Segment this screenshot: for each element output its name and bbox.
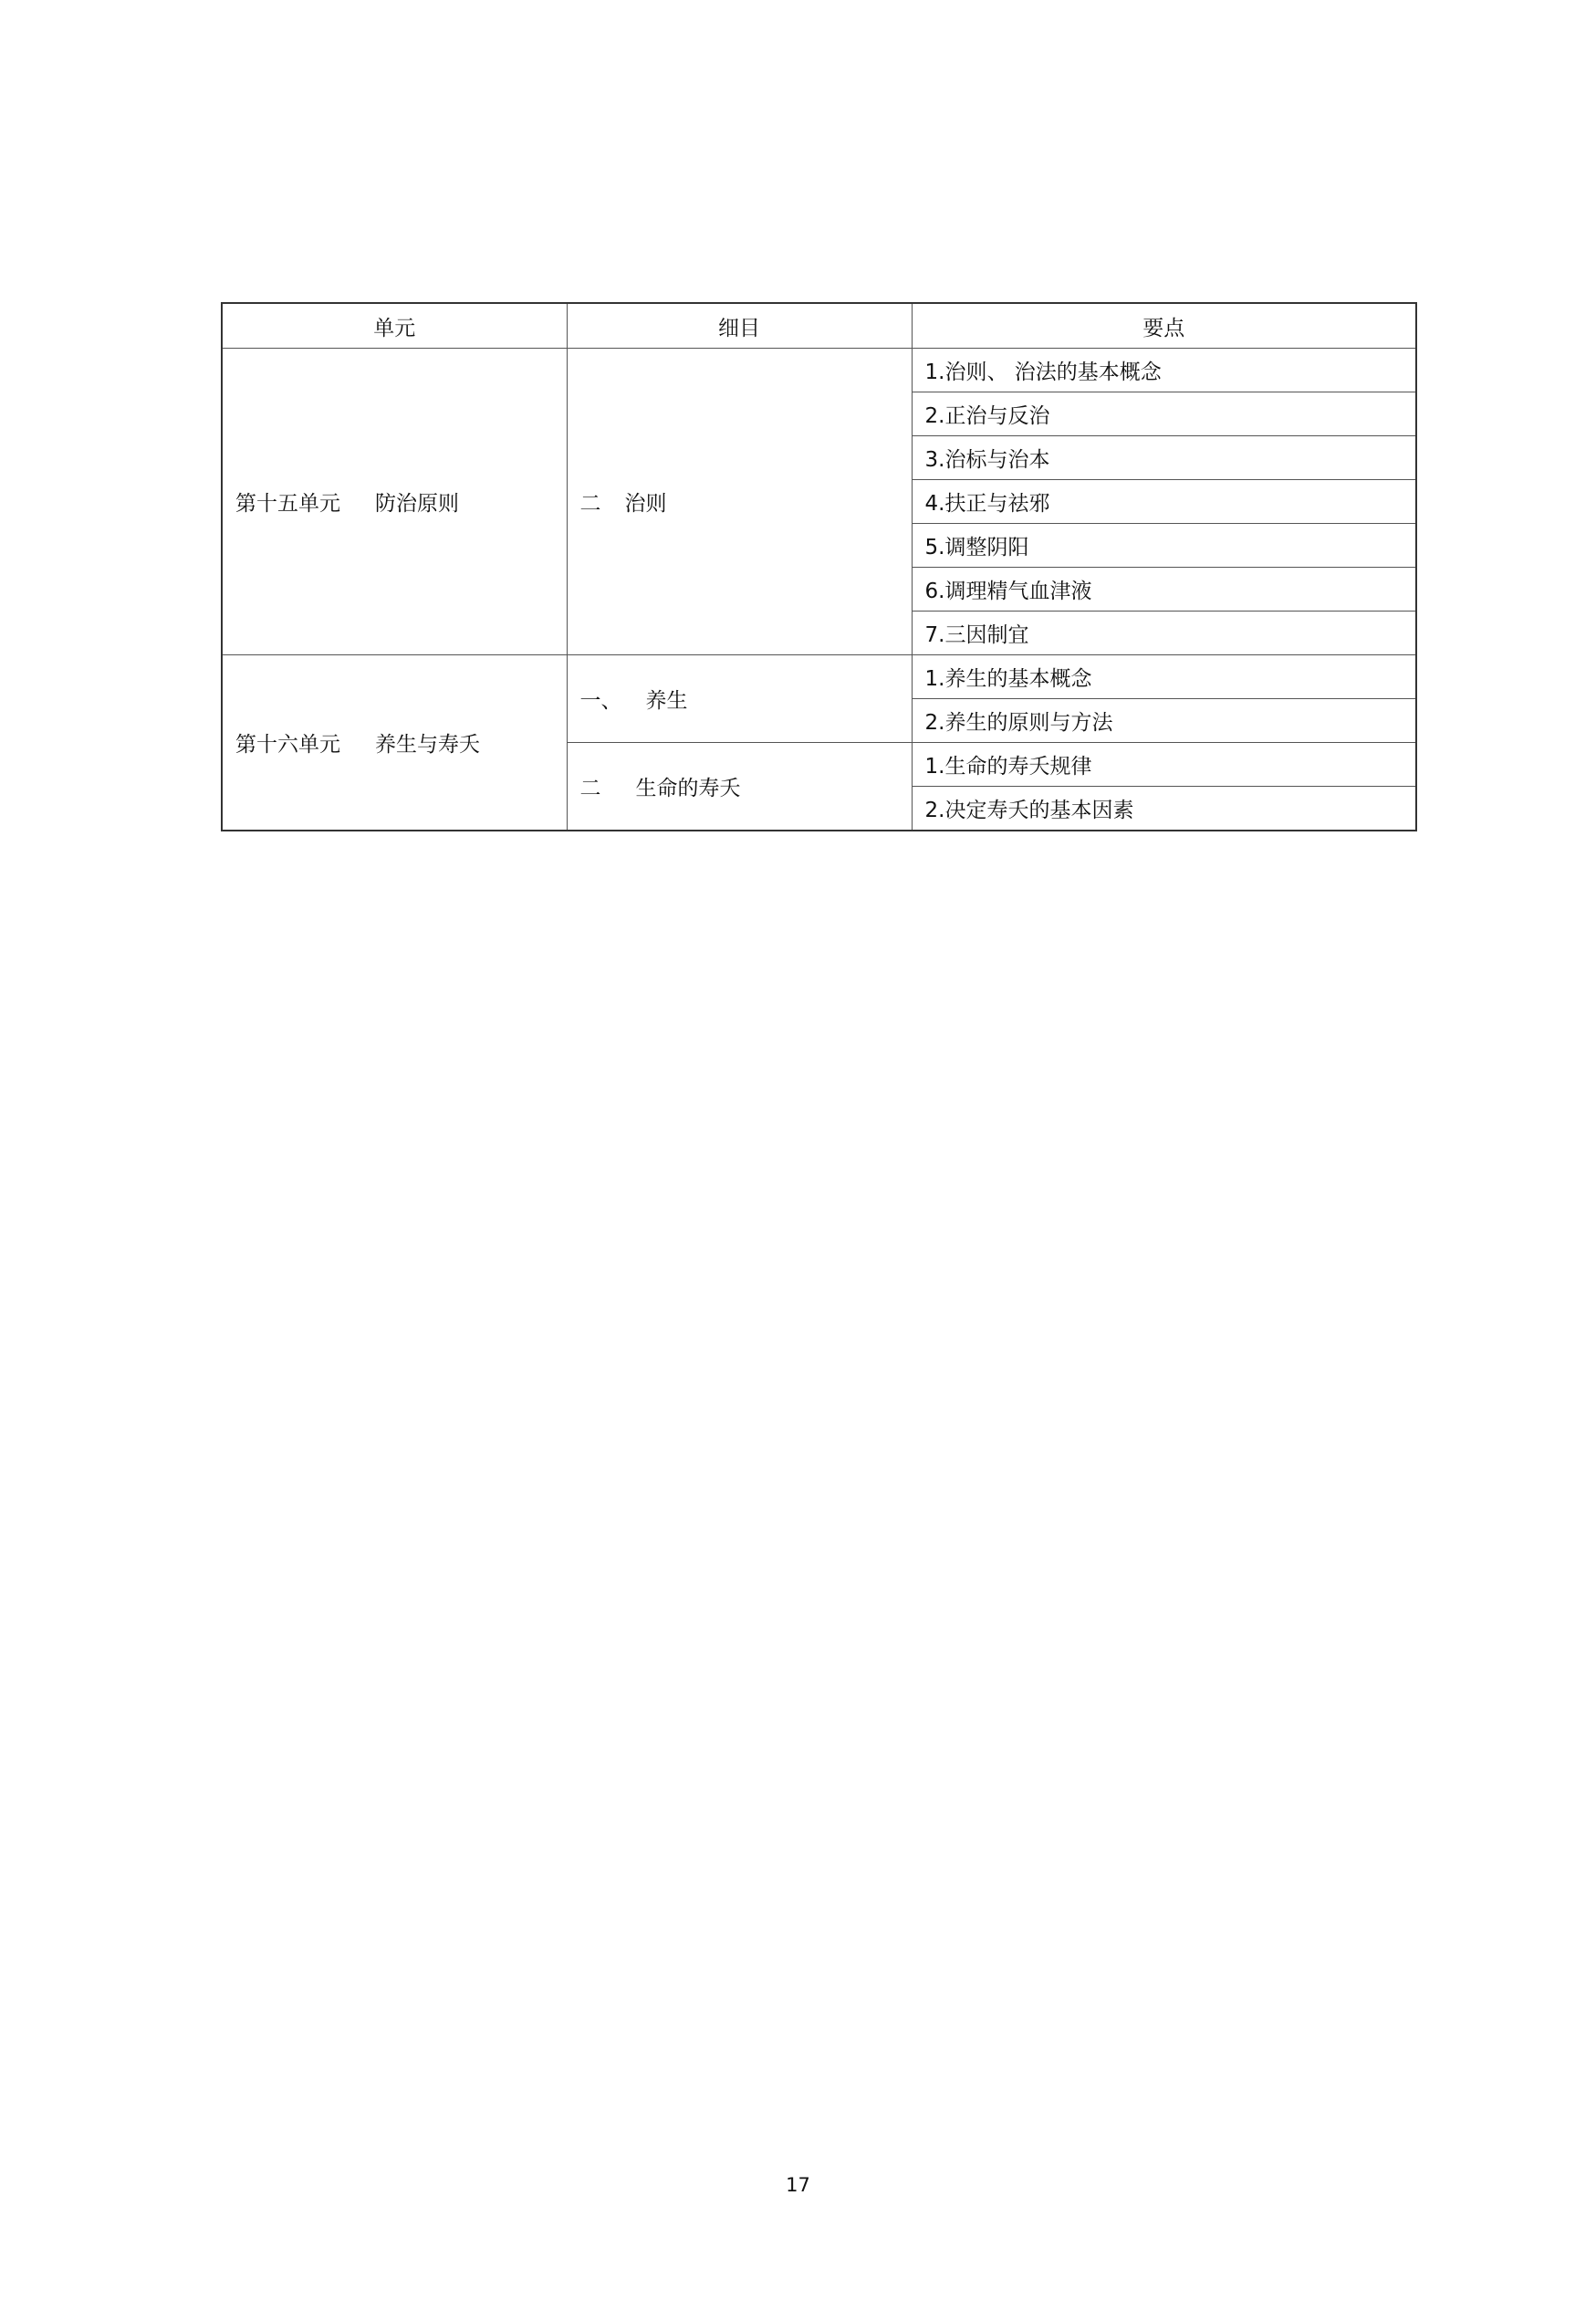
point-cell: 2.决定寿夭的基本因素 (912, 787, 1416, 831)
page-number: 17 (786, 2174, 810, 2196)
unit-title: 养生与寿夭 (375, 733, 480, 757)
unit-cell (222, 655, 567, 831)
subitem-cell (567, 349, 912, 655)
point-cell: 5.调整阴阳 (912, 524, 1416, 568)
header-subitem: 细目 (567, 303, 912, 349)
table-row (222, 655, 1416, 699)
point-cell: 1.养生的基本概念 (912, 655, 1416, 699)
subitem-cell (567, 655, 912, 743)
point-cell: 7.三因制宜 (912, 612, 1416, 655)
header-row (222, 303, 1416, 349)
point-cell: 1.治则、 治法的基本概念 (912, 349, 1416, 392)
header-unit: 单元 (222, 303, 567, 349)
subitem-cell (567, 743, 912, 831)
syllabus-table (221, 302, 1417, 831)
unit-number: 第十六单元 (235, 733, 340, 757)
point-cell: 4.扶正与祛邪 (912, 480, 1416, 524)
table-row (222, 349, 1416, 392)
subitem-title: 治则 (624, 492, 667, 516)
point-cell: 1.生命的寿夭规律 (912, 743, 1416, 787)
point-cell: 2.养生的原则与方法 (912, 699, 1416, 743)
subitem-number: 二 (579, 777, 601, 800)
subitem-title: 生命的寿夭 (635, 777, 741, 800)
header-points: 要点 (912, 303, 1416, 349)
point-cell: 2.正治与反治 (912, 392, 1416, 436)
subitem-number: 一、 (579, 689, 622, 713)
point-cell: 6.调理精气血津液 (912, 568, 1416, 612)
point-cell: 3.治标与治本 (912, 436, 1416, 480)
unit-cell (222, 349, 567, 655)
subitem-number: 二 (579, 492, 601, 516)
unit-title: 防治原则 (375, 492, 459, 516)
unit-number: 第十五单元 (235, 492, 340, 516)
subitem-title: 养生 (645, 689, 688, 713)
